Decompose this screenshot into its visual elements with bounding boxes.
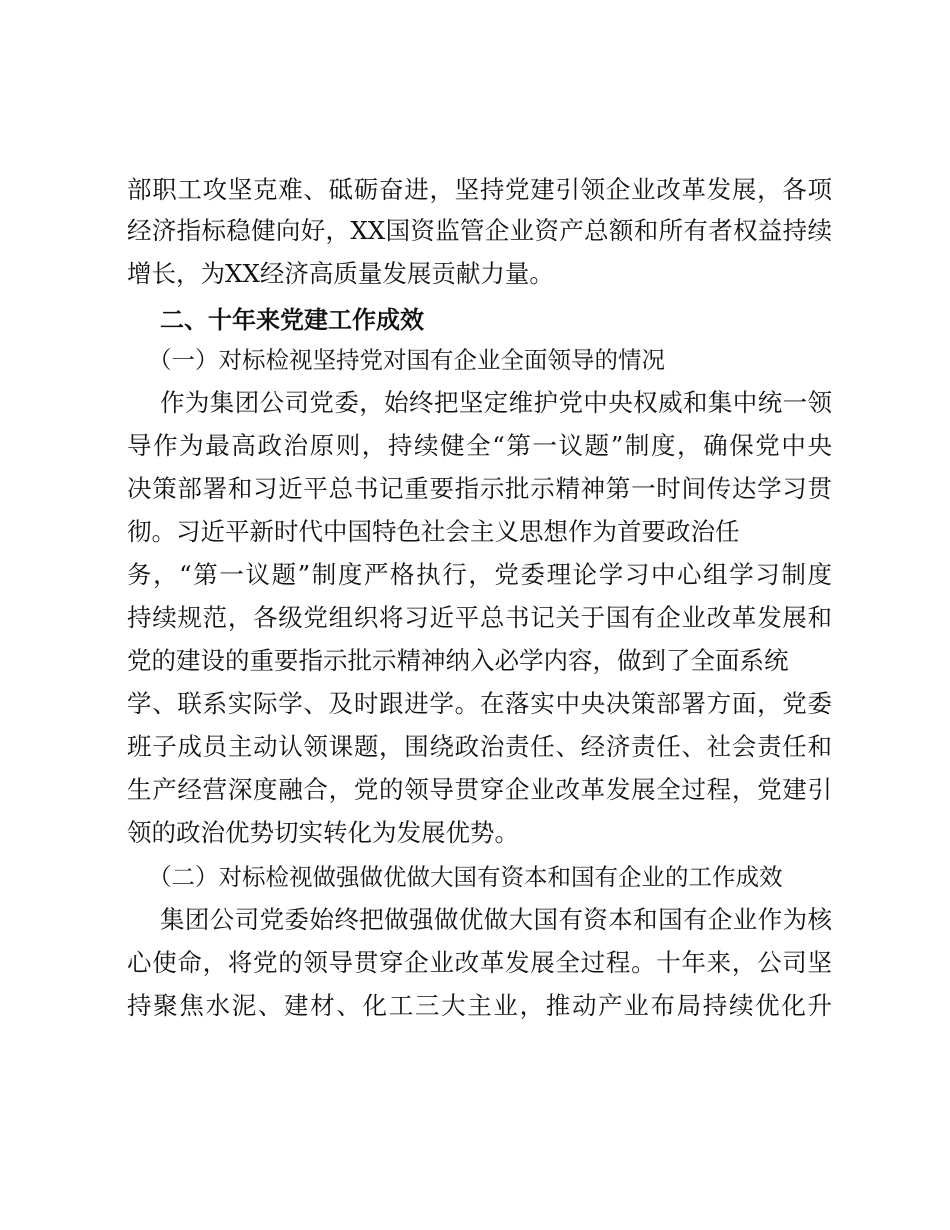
subsection-1-line-1: 作为集团公司党委，始终把坚定维护党中央权威和集中统一领	[160, 388, 832, 417]
intro-line-1: 部职工攻坚克难、砥砺奋进，坚持党建引领企业改革发展，各项	[127, 175, 832, 204]
subsection-1-line-8: 学、联系实际学、及时跟进学。在落实中央决策部署方面，党委	[127, 689, 832, 718]
subsection-1-line-11: 领的政治优势切实转化为发展优势。	[127, 818, 519, 847]
subsection-1-line-5: 务，“第一议题”制度严格执行，党委理论学习中心组学习制度	[127, 560, 832, 589]
intro-line-2: 经济指标稳健向好，XX国资监管企业资产总额和所有者权益持续	[127, 216, 832, 245]
subsection-1-line-6: 持续规范，各级党组织将习近平总书记关于国有企业改革发展和	[127, 603, 832, 632]
subsection-1-line-9: 班子成员主动认领课题，围绕政治责任、经济责任、社会责任和	[127, 732, 832, 761]
subsection-2-line-2: 心使命，将党的领导贯穿企业改革发展全过程。十年来，公司坚	[127, 948, 832, 977]
subsection-1-line-3: 决策部署和习近平总书记重要指示批示精神第一时间传达学习贯	[127, 474, 832, 503]
subsection-1-heading: （一）对标检视坚持党对国有企业全面领导的情况	[148, 346, 665, 374]
subsection-2-line-3: 持聚焦水泥、建材、化工三大主业，推动产业布局持续优化升	[127, 991, 832, 1020]
subsection-1-line-4: 彻。习近平新时代中国特色社会主义思想作为首要政治任	[127, 517, 740, 546]
subsection-2-heading: （二）对标检视做强做优做大国有资本和国有企业的工作成效	[148, 863, 783, 891]
subsection-1-line-2: 导作为最高政治原则，持续健全“第一议题”制度，确保党中央	[127, 431, 832, 460]
subsection-1-line-7: 党的建设的重要指示批示精神纳入必学内容，做到了全面系统	[127, 646, 789, 675]
section-heading: 二、十年来党建工作成效	[160, 306, 424, 334]
subsection-1-line-10: 生产经营深度融合，党的领导贯穿企业改革发展全过程，党建引	[127, 775, 832, 804]
intro-line-3: 增长，为XX经济高质量发展贡献力量。	[127, 259, 554, 288]
subsection-2-line-1: 集团公司党委始终把做强做优做大国有资本和国有企业作为核	[160, 905, 832, 934]
